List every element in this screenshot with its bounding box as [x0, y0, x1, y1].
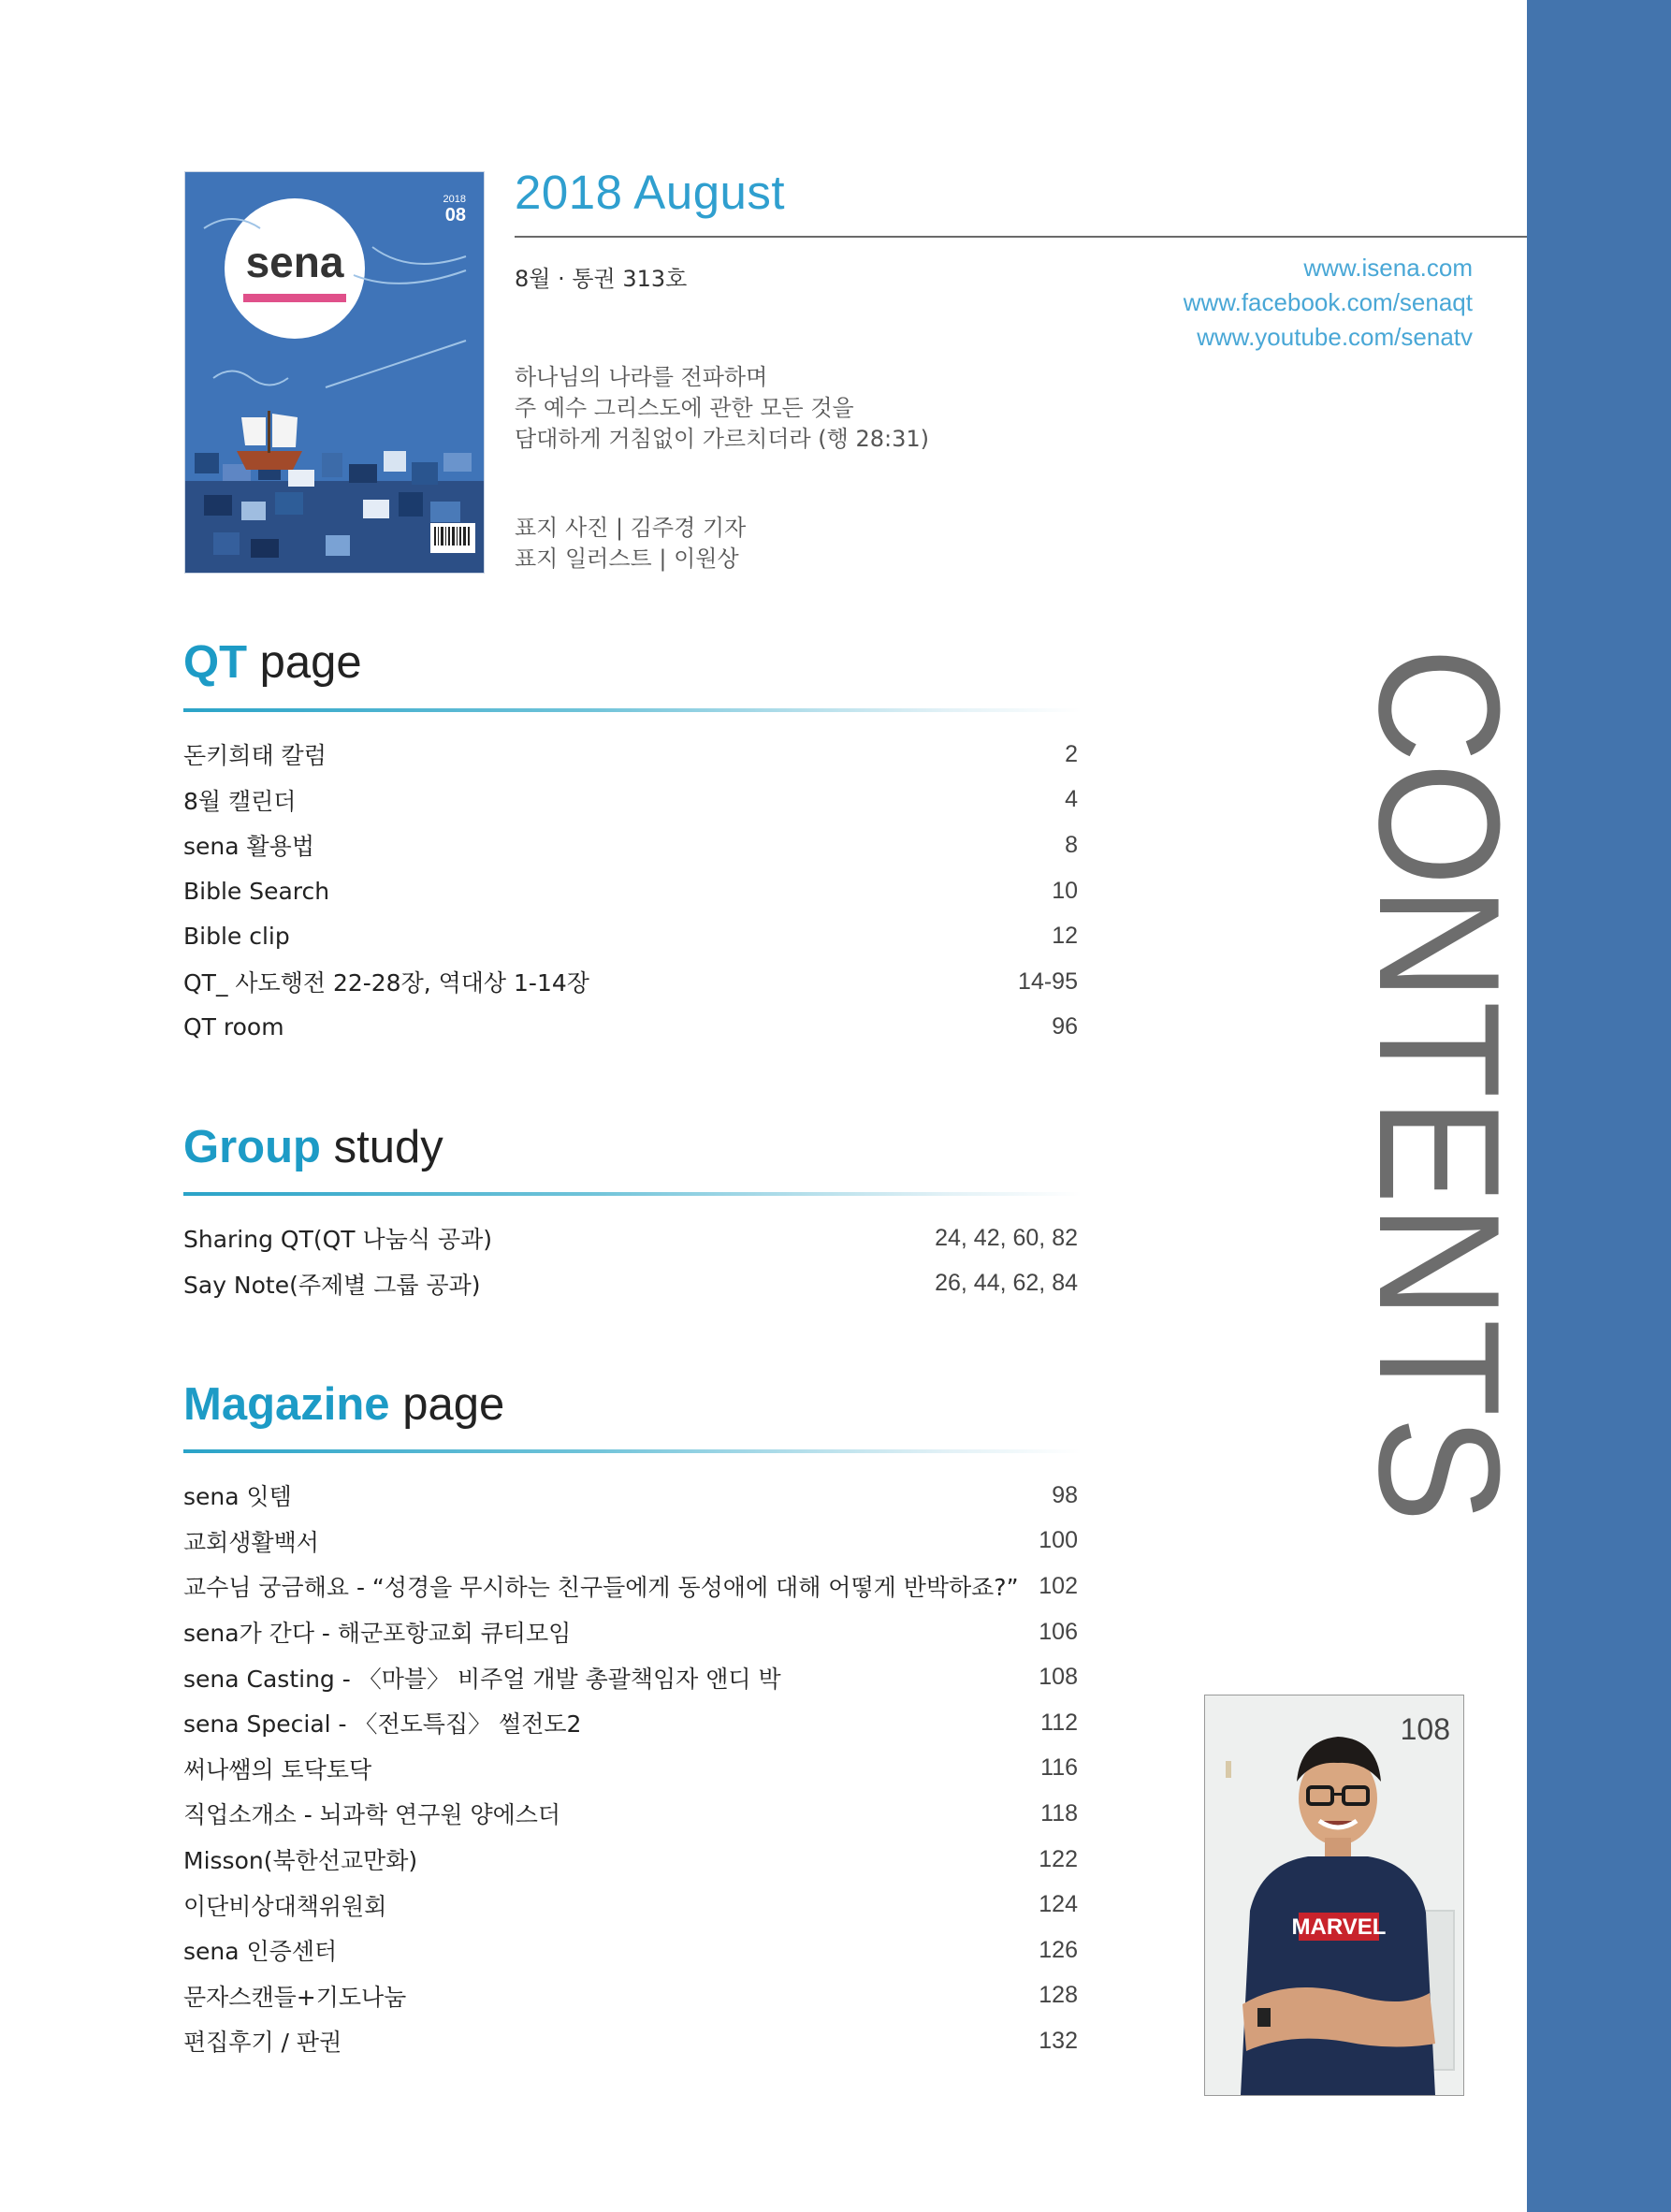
link-website[interactable]: www.isena.com	[1303, 254, 1473, 282]
toc-item[interactable]	[183, 913, 1078, 959]
section-heading-magazine-page	[183, 1378, 504, 1431]
feature-photo	[1204, 1695, 1464, 2096]
toc-list-group	[183, 1215, 1078, 1306]
toc-item[interactable]	[183, 2018, 1078, 2064]
section-rule	[183, 1449, 1082, 1453]
toc-item[interactable]	[183, 1609, 1078, 1655]
toc-item[interactable]	[183, 1973, 1078, 2019]
toc-item[interactable]	[183, 1928, 1078, 1973]
cover-year: 2018	[443, 194, 466, 205]
toc-item[interactable]	[183, 1564, 1078, 1609]
toc-page: 24, 42, 60, 82	[935, 1224, 1078, 1251]
toc-item[interactable]	[183, 1261, 1078, 1307]
toc-label: 편집후기 / 판권	[183, 2029, 342, 2057]
toc-page: 124	[1039, 1891, 1078, 1918]
link-facebook[interactable]: www.facebook.com/senaqt	[1183, 288, 1473, 316]
section-heading-strong: Group	[183, 1122, 321, 1172]
section-rule	[183, 708, 1082, 712]
blue-sidebar	[1527, 0, 1671, 2212]
toc-page: 116	[1040, 1754, 1078, 1782]
ship-icon	[237, 411, 302, 470]
section-heading-strong: Magazine	[183, 1379, 390, 1430]
toc-label: QT_ 사도행전 22-28장, 역대상 1-14장	[183, 969, 589, 997]
cover-illustration	[185, 172, 484, 573]
toc-page: 26, 44, 62, 84	[935, 1270, 1078, 1297]
toc-page: 12	[1052, 923, 1078, 950]
verse-line: 주 예수 그리스도에 관한 모든 것을	[515, 395, 854, 421]
toc-page: 106	[1039, 1618, 1078, 1645]
toc-label: 돈키희태 칼럼	[183, 742, 327, 770]
toc-label: Misson(북한선교만화)	[183, 1847, 418, 1875]
toc-page: 4	[1065, 786, 1078, 813]
toc-item[interactable]	[183, 868, 1078, 914]
toc-label: 교회생활백서	[183, 1528, 319, 1556]
contents-vertical-svg	[1344, 648, 1536, 1594]
toc-item[interactable]	[183, 822, 1078, 868]
credit-photo: 표지 사진 | 김주경 기자	[515, 515, 747, 541]
toc-item[interactable]	[183, 1519, 1078, 1564]
issue-title: 2018 August	[515, 166, 786, 219]
toc-label: sena가 간다 - 해군포항교회 큐티모임	[183, 1620, 572, 1648]
toc-label: 8월 캘린더	[183, 787, 297, 815]
toc-item[interactable]	[183, 959, 1078, 1005]
toc-label: sena 활용법	[183, 833, 314, 861]
photo-page-number: 108	[1400, 1712, 1450, 1746]
toc-page: 14-95	[1018, 968, 1078, 995]
toc-page: 10	[1052, 877, 1078, 904]
contents-vertical-title	[1344, 648, 1536, 1594]
toc-label: 교수님 궁금해요 - “성경을 무시하는 친구들에게 동성애에 대해 어떻게 반박하죠?”	[183, 1574, 1019, 1602]
toc-page: 98	[1052, 1481, 1078, 1508]
toc-label: sena 잇템	[183, 1483, 292, 1511]
toc-page: 2	[1065, 740, 1078, 767]
contents-vertical-text: CONTENTS	[1344, 648, 1536, 1594]
toc-page: 100	[1039, 1527, 1078, 1554]
link-youtube[interactable]: www.youtube.com/senatv	[1197, 323, 1473, 351]
bible-verse	[515, 362, 929, 455]
toc-page: 102	[1039, 1572, 1078, 1599]
toc-item[interactable]	[183, 1654, 1078, 1700]
toc-label: sena Casting - 〈마블〉 비주얼 개발 총괄책임자 앤디 박	[183, 1665, 781, 1693]
toc-page: 122	[1039, 1845, 1078, 1872]
toc-label: sena 인증센터	[183, 1938, 338, 1966]
cover-logo: sena	[245, 238, 344, 286]
toc-item[interactable]	[183, 1005, 1078, 1051]
verse-line: 담대하게 거침없이 가르치더라 (행 28:31)	[515, 426, 929, 452]
cover-month: 08	[444, 205, 466, 226]
toc-label: Say Note(주제별 그룹 공과)	[183, 1271, 481, 1299]
toc-page: 128	[1039, 1982, 1078, 2009]
credit-illustration: 표지 일러스트 | 이원상	[515, 546, 739, 572]
web-links	[1184, 251, 1473, 355]
issue-number: 8월 · 통권 313호	[515, 266, 688, 292]
section-heading-rest: study	[333, 1122, 443, 1172]
section-heading-rest: page	[259, 637, 362, 688]
toc-item[interactable]	[183, 1746, 1078, 1792]
toc-label: 이단비상대책위원회	[183, 1892, 387, 1920]
section-rule	[183, 1192, 1082, 1196]
cover-credits	[515, 513, 746, 575]
toc-page: 112	[1040, 1709, 1078, 1736]
toc-item[interactable]	[183, 1882, 1078, 1928]
toc-label: sena Special - 〈전도특집〉 썰전도2	[183, 1710, 582, 1739]
section-heading-rest: page	[402, 1379, 505, 1430]
toc-item[interactable]	[183, 1791, 1078, 1837]
toc-label: Sharing QT(QT 나눔식 공과)	[183, 1226, 492, 1254]
toc-page: 132	[1039, 2027, 1078, 2054]
toc-list-qt	[183, 732, 1078, 1050]
toc-item[interactable]	[183, 1215, 1078, 1261]
toc-label: 직업소개소 - 뇌과학 연구원 양에스더	[183, 1801, 561, 1829]
toc-item[interactable]	[183, 732, 1078, 778]
toc-item[interactable]	[183, 1473, 1078, 1519]
section-heading-strong: QT	[183, 637, 248, 688]
toc-item[interactable]	[183, 1700, 1078, 1746]
toc-page: 8	[1065, 831, 1078, 858]
toc-label: 써나쌤의 토닥토닥	[183, 1755, 372, 1783]
toc-label: Bible Search	[183, 877, 330, 905]
header-divider	[515, 236, 1527, 238]
section-heading-qt-page	[183, 636, 362, 689]
toc-item[interactable]	[183, 778, 1078, 823]
toc-item[interactable]	[183, 1837, 1078, 1883]
toc-page: 96	[1052, 1013, 1078, 1041]
toc-page: 108	[1039, 1664, 1078, 1691]
marvel-text: MARVEL	[1291, 1914, 1387, 1940]
person-illustration	[1205, 1695, 1463, 2095]
section-heading-group-study	[183, 1121, 443, 1173]
toc-label: 문자스캔들+기도나눔	[183, 1983, 407, 2011]
toc-label: QT room	[183, 1013, 284, 1041]
toc-page: 118	[1040, 1799, 1078, 1826]
toc-label: Bible clip	[183, 923, 290, 951]
toc-list-magazine	[183, 1473, 1078, 2064]
toc-page: 126	[1039, 1936, 1078, 1963]
verse-line: 하나님의 나라를 전파하며	[515, 364, 768, 390]
magazine-cover	[184, 171, 485, 574]
